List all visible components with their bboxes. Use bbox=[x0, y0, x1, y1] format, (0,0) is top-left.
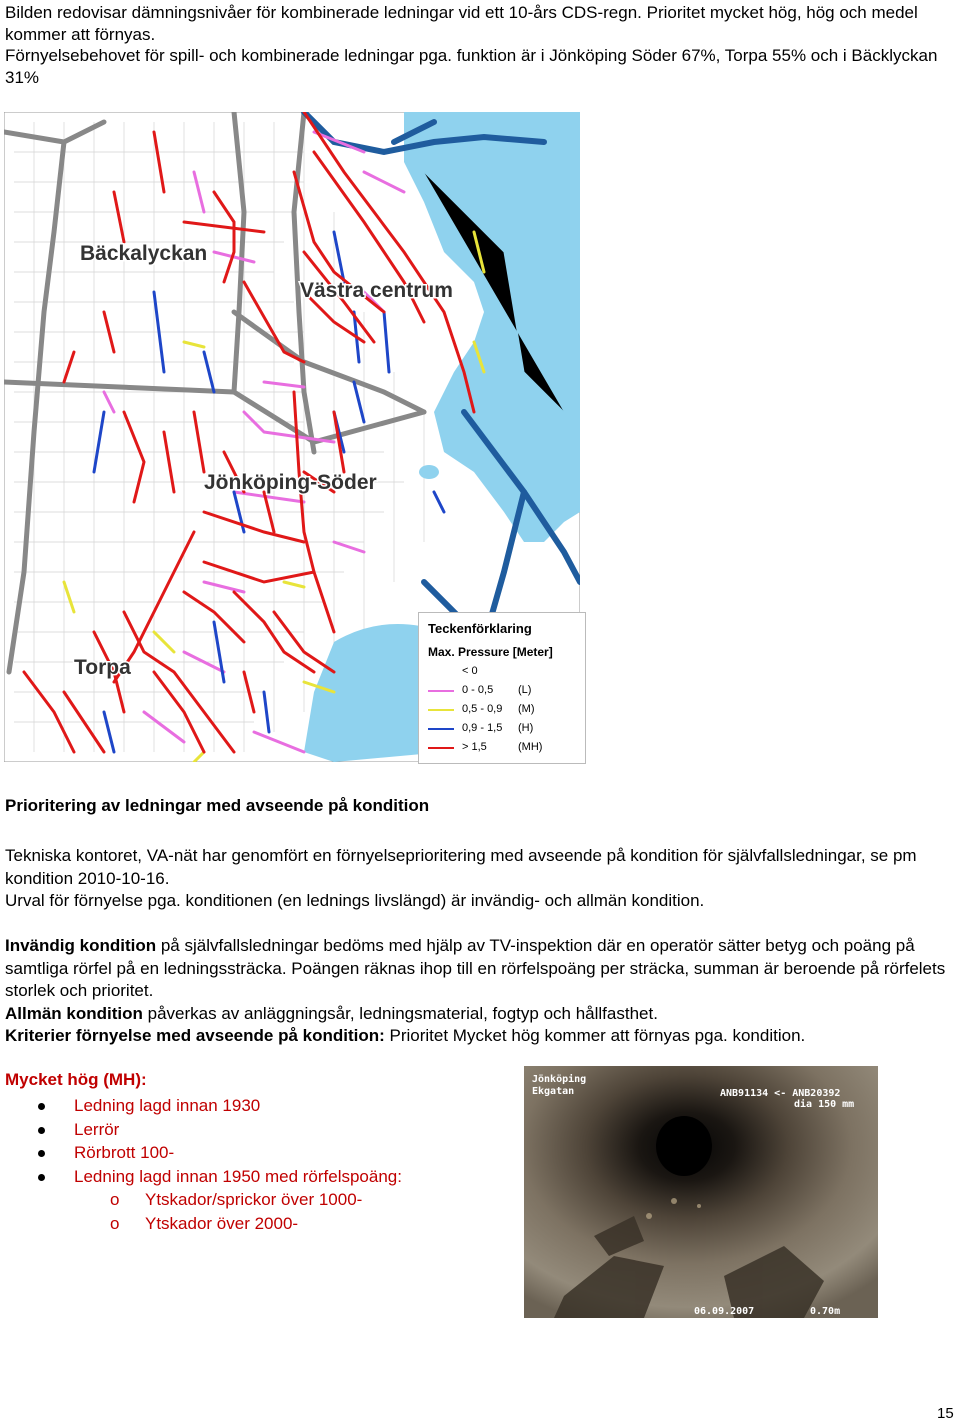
intro-line-1: Bilden redovisar dämningsnivåer för kombinerade ledningar vid ett 10-års CDS-regn. Prioritet mycket hög, hög och medel kommer att förnyas. bbox=[5, 3, 918, 44]
sub-list-item-text: Ytskador/sprickor över 1000- bbox=[145, 1190, 363, 1209]
bullet-icon bbox=[38, 1103, 45, 1110]
bullet-icon bbox=[38, 1174, 45, 1181]
paragraph-1-line-2: Urval för förnyelse pga. konditionen (en lednings livslängd) är invändig- och allmän kondition. bbox=[5, 891, 705, 910]
osd-date: 06.09.2007 bbox=[694, 1306, 755, 1317]
osd-street: Ekgatan bbox=[532, 1086, 575, 1097]
legend-code: (H) bbox=[518, 722, 534, 734]
section-heading: Prioritering av ledningar med avseende på kondition bbox=[5, 796, 430, 815]
paragraph-1-line-1: Tekniska kontoret, VA-nät har genomfört en förnyelseprioritering med avseende på kondition för självfallsledningar, se pm kondition 2010-10-16. bbox=[5, 846, 917, 888]
list-item-text: Ledning lagd innan 1930 bbox=[74, 1096, 261, 1115]
invandig-text: på självfallsledningar bedöms med hjälp av TV-inspektion där en operatör sätter betyg och poäng på samtliga rörfel på en ledningssträcka. Poängen räknas ihop till en rörfelspoäng per sträcka, summan är beroende på rörfelets storlek och prioritet. bbox=[5, 936, 946, 1000]
paragraph-2 bbox=[5, 935, 955, 1048]
sub-list-item bbox=[0, 1212, 402, 1236]
list-item bbox=[0, 1165, 402, 1189]
allman-term: Allmän kondition bbox=[5, 1003, 143, 1023]
legend-subtitle: Max. Pressure [Meter] bbox=[428, 645, 553, 659]
legend-code: (M) bbox=[518, 703, 535, 715]
legend-range: 0 - 0,5 bbox=[462, 684, 494, 696]
legend-range: > 1,5 bbox=[462, 741, 487, 753]
intro-line-2: Förnyelsebehovet för spill- och kombinerade ledningar pga. funktion är i Jönköping Söder 67%, Torpa 55% och i Bäcklyckan 31% bbox=[5, 46, 938, 87]
legend-swatch bbox=[428, 747, 454, 749]
mh-criteria-list bbox=[0, 1094, 402, 1235]
label-backalyckan: Bäckalyckan bbox=[80, 242, 208, 265]
label-vastra-centrum: Västra centrum bbox=[300, 279, 453, 302]
list-item-text: Ledning lagd innan 1950 med rörfelspoäng: bbox=[74, 1166, 402, 1186]
legend-row bbox=[428, 665, 578, 679]
list-item bbox=[0, 1118, 402, 1142]
allman-text: påverkas av anläggningsår, ledningsmaterial, fogtyp och hållfasthet. bbox=[142, 1003, 658, 1023]
bullet-icon bbox=[38, 1127, 45, 1134]
pipe-depth bbox=[656, 1116, 712, 1176]
kriterier-text: Prioritet Mycket hög kommer att förnyas pga. kondition. bbox=[384, 1026, 806, 1045]
osd-section: ANB91134 <- ANB20392 bbox=[720, 1088, 841, 1099]
list-item-text: Rörbrott 100- bbox=[74, 1143, 175, 1162]
bullet-icon bbox=[38, 1150, 45, 1157]
legend-range: < 0 bbox=[462, 665, 478, 677]
legend-swatch bbox=[428, 671, 454, 673]
intro-text bbox=[5, 2, 945, 88]
list-item-text: Lerrör bbox=[74, 1119, 120, 1139]
kriterier-term: Kriterier förnyelse med avseende på kondition: bbox=[5, 1026, 385, 1045]
legend-row bbox=[428, 684, 578, 698]
legend-range: 0,9 - 1,5 bbox=[462, 722, 503, 734]
label-torpa: Torpa bbox=[74, 656, 131, 679]
legend-range: 0,5 - 0,9 bbox=[462, 703, 503, 715]
osd-meter: 0.70m bbox=[810, 1306, 841, 1317]
legend-swatch bbox=[428, 690, 454, 692]
legend-row bbox=[428, 722, 578, 736]
osd-diameter: dia 150 mm bbox=[794, 1099, 855, 1110]
legend-row bbox=[428, 741, 578, 755]
legend-swatch bbox=[428, 709, 454, 711]
legend-code: (L) bbox=[518, 684, 532, 696]
paragraph-allman bbox=[5, 1003, 955, 1026]
sub-list-item bbox=[0, 1188, 402, 1212]
list-item bbox=[0, 1094, 402, 1118]
legend-swatch bbox=[428, 728, 454, 730]
mh-heading: Mycket hög (MH): bbox=[5, 1070, 147, 1089]
sub-bullet: o bbox=[110, 1190, 120, 1209]
list-item bbox=[0, 1141, 402, 1165]
tv-inspection-photo bbox=[524, 1066, 878, 1318]
page-number: 15 bbox=[937, 1405, 954, 1422]
osd-city: Jönköping bbox=[532, 1074, 587, 1085]
paragraph-invandig bbox=[5, 935, 955, 1003]
legend-title: Teckenförklaring bbox=[428, 621, 532, 636]
invandig-term: Invändig kondition bbox=[5, 936, 157, 955]
legend-row bbox=[428, 703, 578, 717]
paragraph-1 bbox=[5, 845, 955, 913]
sub-list-item-text: Ytskador över 2000- bbox=[145, 1213, 299, 1233]
label-jonkoping-soder: Jönköping-Söder bbox=[204, 471, 377, 494]
map-legend bbox=[418, 612, 586, 764]
legend-code: (MH) bbox=[518, 741, 543, 753]
sub-bullet: o bbox=[110, 1213, 120, 1233]
paragraph-kriterier bbox=[5, 1025, 955, 1048]
